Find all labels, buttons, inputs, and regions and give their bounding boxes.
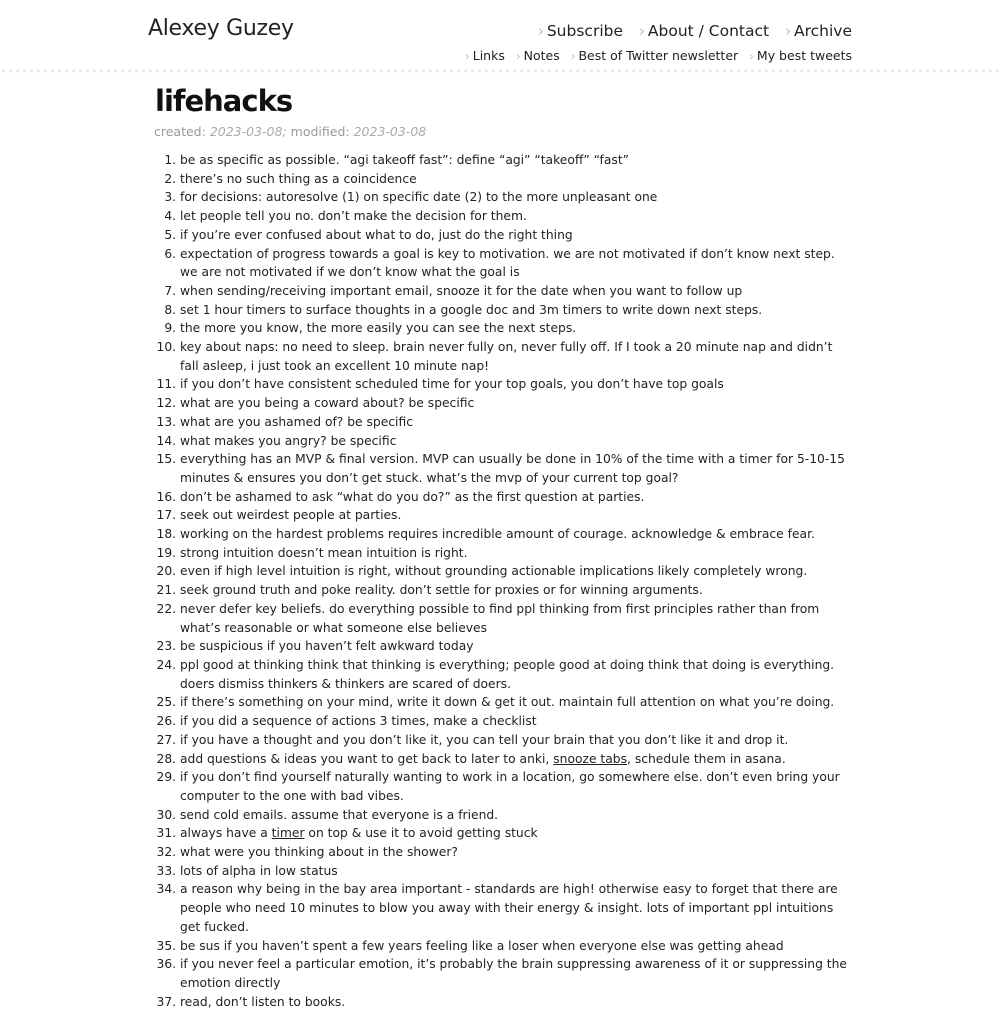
modified-date: 2023-03-08 xyxy=(353,124,427,139)
list-item: 11. if you don’t have consistent scheduled time for your top goals, you don’t have top goals xyxy=(180,375,854,394)
created-label: created: xyxy=(154,124,206,139)
primary-nav xyxy=(538,22,852,40)
list-item: 24. ppl good at thinking think that thinking is everything; people good at doing think that doing is everything. doers dismiss thinkers & thinkers are scared of doers. xyxy=(180,656,854,693)
post-dates xyxy=(154,124,854,139)
list-item: 10. key about naps: no need to sleep. brain never fully on, never fully off. If I took a 20 minute nap and didn’t fall asleep, i just took an excellent 10 minute nap! xyxy=(180,338,854,375)
nav-link-about-contact[interactable]: › About / Contact xyxy=(639,22,769,40)
list-item: 12. what are you being a coward about? be specific xyxy=(180,394,854,413)
list-item: 25. if there’s something on your mind, write it down & get it out. maintain full attention on what you’re doing. xyxy=(180,693,854,712)
list-item-text: , schedule them in asana. xyxy=(627,751,786,766)
site-header xyxy=(0,0,1000,70)
list-item xyxy=(180,824,854,843)
list-item: 6. expectation of progress towards a goal is key to motivation. we are not motivated if don’t know next step. we are not motivated if we don’t know what the goal is xyxy=(180,245,854,282)
list-item: 33. lots of alpha in low status xyxy=(180,862,854,881)
inline-link[interactable]: timer xyxy=(271,826,305,841)
list-item: 35. be sus if you haven’t spent a few years feeling like a loser when everyone else was getting ahead xyxy=(180,937,854,956)
list-item: 30. send cold emails. assume that everyone is a friend. xyxy=(180,806,854,825)
list-item: 5. if you’re ever confused about what to do, just do the right thing xyxy=(180,226,854,245)
created-date: 2023-03-08; xyxy=(209,124,287,139)
list-item xyxy=(180,750,854,769)
list-item: 15. everything has an MVP & final version. MVP can usually be done in 10% of the time with a timer for 5-10-15 minutes & ensures you don’t get stuck. what’s the mvp of your current top goal? xyxy=(180,450,854,487)
list-item: 1. be as specific as possible. “agi takeoff fast”: define “agi” “takeoff” “fast” xyxy=(180,151,854,170)
list-item: 7. when sending/receiving important email, snooze it for the date when you want to follow up xyxy=(180,282,854,301)
site-title-link[interactable]: Alexey Guzey xyxy=(148,16,294,41)
list-item: 2. there’s no such thing as a coincidence xyxy=(180,170,854,189)
list-item: 32. what were you thinking about in the shower? xyxy=(180,843,854,862)
header-divider xyxy=(0,69,1000,73)
list-item: 36. if you never feel a particular emotion, it’s probably the brain suppressing awareness of it or suppressing the emotion directly xyxy=(180,955,854,992)
nav-link-twitter-newsletter[interactable]: › Best of Twitter newsletter xyxy=(571,48,738,63)
page-title: lifehacks xyxy=(155,84,293,118)
list-item: 9. the more you know, the more easily you can see the next steps. xyxy=(180,319,854,338)
nav-link-archive[interactable]: › Archive xyxy=(785,22,852,40)
inline-link[interactable]: snooze tabs xyxy=(553,751,627,766)
list-item: 17. seek out weirdest people at parties. xyxy=(180,506,854,525)
list-item: 14. what makes you angry? be specific xyxy=(180,432,854,451)
nav-link-subscribe[interactable]: › Subscribe xyxy=(538,22,623,40)
nav-link-links[interactable]: › Links xyxy=(465,48,505,63)
list-item: 37. read, don’t listen to books. xyxy=(180,993,854,1011)
list-item: 3. for decisions: autoresolve (1) on specific date (2) to the more unpleasant one xyxy=(180,188,854,207)
list-item-text: on top & use it to avoid getting stuck xyxy=(304,826,538,841)
list-item: 34. a reason why being in the bay area important - standards are high! otherwise easy to forget that there are people who need 10 minutes to blow you away with their energy & insight. lots of important ppl intuitions get fucked. xyxy=(180,880,854,936)
article xyxy=(154,84,854,1011)
modified-label: modified: xyxy=(290,124,350,139)
list-item: 8. set 1 hour timers to surface thoughts in a google doc and 3m timers to write down next steps. xyxy=(180,301,854,320)
nav-link-notes[interactable]: › Notes xyxy=(516,48,560,63)
secondary-nav xyxy=(465,48,852,63)
list-item: 16. don’t be ashamed to ask “what do you do?” as the first question at parties. xyxy=(180,488,854,507)
list-item-text: add questions & ideas you want to get back to later to anki, xyxy=(180,751,554,766)
list-item: 13. what are you ashamed of? be specific xyxy=(180,413,854,432)
list-item: 22. never defer key beliefs. do everything possible to find ppl thinking from first principles rather than from what’s reasonable or what someone else believes xyxy=(180,600,854,637)
list-item: 19. strong intuition doesn’t mean intuition is right. xyxy=(180,544,854,563)
list-item: 18. working on the hardest problems requires incredible amount of courage. acknowledge & embrace fear. xyxy=(180,525,854,544)
list-item: 21. seek ground truth and poke reality. don’t settle for proxies or for winning arguments. xyxy=(180,581,854,600)
list-item: 27. if you have a thought and you don’t like it, you can tell your brain that you don’t like it and drop it. xyxy=(180,731,854,750)
lifehacks-list xyxy=(154,151,854,1011)
list-item: 4. let people tell you no. don’t make the decision for them. xyxy=(180,207,854,226)
list-item-text: always have a xyxy=(180,826,272,841)
list-item: 29. if you don’t find yourself naturally wanting to work in a location, go somewhere else. don’t even bring your computer to the one with bad vibes. xyxy=(180,768,854,805)
list-item: 20. even if high level intuition is right, without grounding actionable implications likely completely wrong. xyxy=(180,562,854,581)
list-item: 23. be suspicious if you haven’t felt awkward today xyxy=(180,637,854,656)
nav-link-best-tweets[interactable]: › My best tweets xyxy=(749,48,852,63)
list-item: 26. if you did a sequence of actions 3 times, make a checklist xyxy=(180,712,854,731)
